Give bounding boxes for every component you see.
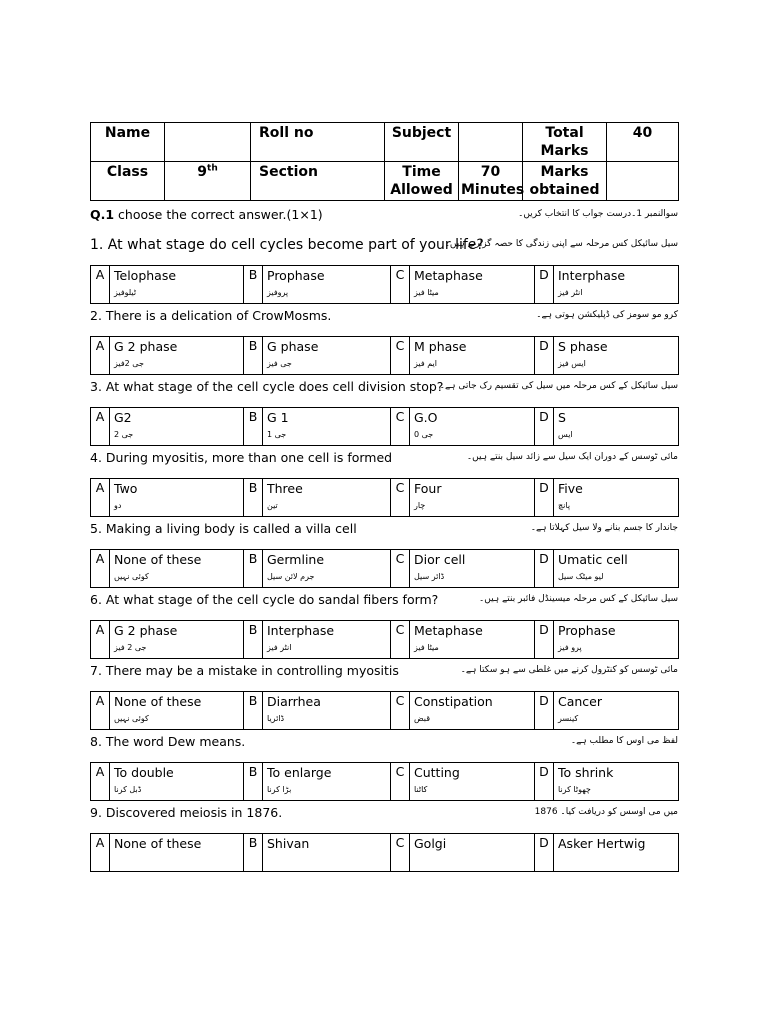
question-line — [90, 801, 678, 823]
question-line — [90, 446, 678, 468]
option-text: Metaphase — [414, 268, 483, 283]
option-letter: D — [535, 621, 554, 659]
option-letter: C — [391, 550, 410, 588]
question-text: 2. There is a delication of CrowMosms. — [90, 308, 332, 323]
option-c[interactable] — [410, 337, 535, 375]
exam-sheet — [90, 122, 678, 872]
question-block — [90, 375, 678, 446]
option-letter: B — [244, 763, 263, 801]
option-text-urdu: ڈائریا — [267, 714, 285, 723]
option-text: Interphase — [558, 268, 626, 283]
instruction-line — [90, 203, 678, 225]
question-text: 7. There may be a mistake in controlling myositis — [90, 663, 399, 678]
option-letter: B — [244, 550, 263, 588]
option-text: Shivan — [267, 836, 310, 851]
option-text: Cutting — [414, 765, 460, 780]
option-d[interactable] — [554, 834, 679, 872]
option-c[interactable] — [410, 479, 535, 517]
option-text: G.O — [414, 410, 438, 425]
option-b[interactable] — [263, 337, 391, 375]
option-text-urdu: جی فیز — [267, 359, 292, 368]
name-label: Name — [91, 123, 165, 162]
question-block — [90, 517, 678, 588]
option-d[interactable] — [554, 266, 679, 304]
rollno-label: Roll no — [251, 123, 385, 162]
option-text: S — [558, 410, 566, 425]
option-text: G 1 — [267, 410, 289, 425]
option-text: Umatic cell — [558, 552, 628, 567]
option-letter: A — [91, 834, 110, 872]
option-text: Golgi — [414, 836, 447, 851]
option-text-urdu: جرم لائن سیل — [267, 572, 315, 581]
marks-obtained-field[interactable] — [607, 162, 679, 201]
marks-obtained-label: Marks obtained — [523, 162, 607, 201]
option-text-urdu: پانچ — [558, 501, 571, 510]
subject-label: Subject — [385, 123, 459, 162]
question-block — [90, 730, 678, 801]
option-text-urdu: انٹر فیز — [267, 643, 292, 652]
options-table — [90, 478, 679, 517]
option-letter: B — [244, 692, 263, 730]
question-block — [90, 304, 678, 375]
question-text: 5. Making a living body is called a villa cell — [90, 521, 357, 536]
header-row-2 — [91, 162, 679, 201]
option-a[interactable] — [110, 621, 244, 659]
option-letter: B — [244, 621, 263, 659]
options-table — [90, 691, 679, 730]
option-text: None of these — [114, 836, 202, 851]
option-text: S phase — [558, 339, 608, 354]
question-text: 8. The word Dew means. — [90, 734, 246, 749]
option-text-urdu: جی 1 — [267, 430, 287, 439]
option-b[interactable] — [263, 621, 391, 659]
option-text-urdu: ٹیلوفیز — [114, 288, 137, 297]
option-text-urdu: دو — [114, 501, 122, 510]
option-letter: D — [535, 834, 554, 872]
option-letter: A — [91, 337, 110, 375]
question-block — [90, 446, 678, 517]
option-letter: D — [535, 692, 554, 730]
option-text: Germline — [267, 552, 325, 567]
option-text: To enlarge — [267, 765, 332, 780]
question-line — [90, 304, 678, 326]
option-text: Asker Hertwig — [558, 836, 646, 851]
option-text-urdu: چار — [414, 501, 426, 510]
question-text: 9. Discovered meiosis in 1876. — [90, 805, 283, 820]
option-text: To double — [114, 765, 174, 780]
option-d[interactable] — [554, 550, 679, 588]
options-table — [90, 762, 679, 801]
option-letter: B — [244, 337, 263, 375]
option-a[interactable] — [110, 834, 244, 872]
option-text: Three — [267, 481, 303, 496]
option-letter: D — [535, 550, 554, 588]
option-b[interactable] — [263, 834, 391, 872]
option-b[interactable] — [263, 763, 391, 801]
option-c[interactable] — [410, 834, 535, 872]
question-text-urdu: مائی ٹوسس کے دوران ایک سیل سے زائد سیل بنتے ہیں۔ — [466, 452, 678, 462]
option-text-urdu: ڈبل کرنا — [114, 785, 142, 794]
option-a[interactable] — [110, 550, 244, 588]
option-c[interactable] — [410, 408, 535, 446]
option-letter: C — [391, 763, 410, 801]
option-text-urdu: انٹر فیز — [558, 288, 583, 297]
option-text: G 2 phase — [114, 339, 178, 354]
option-letter: A — [91, 266, 110, 304]
option-text-urdu: تین — [267, 501, 278, 510]
question-block — [90, 588, 678, 659]
option-b[interactable] — [263, 550, 391, 588]
option-text: Cancer — [558, 694, 603, 709]
class-label: Class — [91, 162, 165, 201]
option-text-urdu: کوئی نہیں — [114, 714, 149, 723]
option-text: Two — [114, 481, 138, 496]
option-text-urdu: کینسر — [558, 714, 579, 723]
question-line — [90, 375, 678, 397]
option-letter: D — [535, 763, 554, 801]
option-text: Diarrhea — [267, 694, 321, 709]
option-a[interactable] — [110, 479, 244, 517]
option-text: Metaphase — [414, 623, 483, 638]
question-text: 1. At what stage do cell cycles become part of your life? — [90, 237, 484, 253]
option-text-urdu: ڈائر سیل — [414, 572, 445, 581]
question-text-urdu: میں می اوسس کو دریافت کیا۔ 1876 — [534, 807, 678, 817]
option-c[interactable] — [410, 763, 535, 801]
option-c[interactable] — [410, 550, 535, 588]
question-line — [90, 588, 678, 610]
question-text: 3. At what stage of the cell cycle does cell division stop? — [90, 379, 444, 394]
option-letter: D — [535, 408, 554, 446]
total-marks-label: Total Marks — [523, 123, 607, 162]
option-c[interactable] — [410, 266, 535, 304]
instruction-urdu: سوالنمبر 1۔درست جواب کا انتخاب کریں۔ — [518, 209, 678, 219]
total-marks-value: 40 — [607, 123, 679, 162]
option-a[interactable] — [110, 266, 244, 304]
option-text-urdu: ایس فیز — [558, 359, 586, 368]
option-a[interactable] — [110, 692, 244, 730]
question-text-urdu: لفظ می اوس کا مطلب ہے۔ — [570, 736, 678, 746]
option-text: Dior cell — [414, 552, 466, 567]
options-table — [90, 407, 679, 446]
options-table — [90, 620, 679, 659]
option-text-urdu: کاٹنا — [414, 785, 428, 794]
option-letter: A — [91, 479, 110, 517]
options-table — [90, 833, 679, 872]
option-d[interactable] — [554, 621, 679, 659]
question-line — [90, 659, 678, 681]
question-text-urdu: کرو مو سومز کی ڈپلیکشن ہوتی ہے۔ — [536, 310, 678, 320]
option-d[interactable] — [554, 408, 679, 446]
option-c[interactable] — [410, 692, 535, 730]
option-letter: D — [535, 479, 554, 517]
time-allowed-label: Time Allowed — [385, 162, 459, 201]
option-text-urdu: چھوٹا کرنا — [558, 785, 591, 794]
time-allowed-value: 70 Minutes — [459, 162, 523, 201]
option-text-urdu: میٹا فیز — [414, 288, 439, 297]
header-row-1 — [91, 123, 679, 162]
question-block — [90, 801, 678, 872]
option-letter: C — [391, 692, 410, 730]
option-text-urdu: کوئی نہیں — [114, 572, 149, 581]
option-text: G2 — [114, 410, 132, 425]
option-text-urdu: جی 2 — [114, 430, 134, 439]
option-text: G 2 phase — [114, 623, 178, 638]
option-letter: D — [535, 266, 554, 304]
option-text: G phase — [267, 339, 319, 354]
options-table — [90, 265, 679, 304]
option-letter: B — [244, 266, 263, 304]
option-d[interactable] — [554, 337, 679, 375]
option-letter: A — [91, 621, 110, 659]
instruction-text: Q.1 choose the correct answer.(1×1) — [90, 207, 323, 222]
section-label: Section — [251, 162, 385, 201]
option-text: Interphase — [267, 623, 335, 638]
option-text-urdu: جی 2 فیز — [114, 643, 147, 652]
option-text-urdu: پروفیز — [267, 288, 289, 297]
option-letter: A — [91, 692, 110, 730]
option-b[interactable] — [263, 266, 391, 304]
option-letter: B — [244, 834, 263, 872]
option-letter: C — [391, 834, 410, 872]
option-letter: C — [391, 621, 410, 659]
option-text: Prophase — [267, 268, 325, 283]
option-letter: B — [244, 408, 263, 446]
option-b[interactable] — [263, 479, 391, 517]
question-text: 4. During myositis, more than one cell is formed — [90, 450, 393, 465]
option-text: Prophase — [558, 623, 616, 638]
option-d[interactable] — [554, 763, 679, 801]
option-letter: A — [91, 763, 110, 801]
question-text-urdu: مائی ٹوسس کو کنٹرول کرنے میں غلطی سے ہو سکتا ہے۔ — [460, 665, 678, 675]
option-text: None of these — [114, 694, 202, 709]
question-line — [90, 517, 678, 539]
option-text-urdu: بڑا کرنا — [267, 785, 292, 794]
question-block — [90, 659, 678, 730]
option-letter: C — [391, 479, 410, 517]
question-text-urdu: سیل سائیکل کس مرحلہ سے اپنی زندگی کا حصہ گزارتے ہیں۔ — [444, 239, 678, 249]
class-value: 9th — [165, 162, 251, 201]
question-list — [90, 233, 678, 872]
option-text: Five — [558, 481, 583, 496]
question-line — [90, 730, 678, 752]
option-text-urdu: میٹا فیز — [414, 643, 439, 652]
question-text-urdu: سیل سائیکل کے کس مرحلہ میں سیل کی تقسیم رک جاتی ہے۔ — [439, 381, 678, 391]
option-a[interactable] — [110, 408, 244, 446]
option-text-urdu: لیو میٹک سیل — [558, 572, 604, 581]
option-letter: D — [535, 337, 554, 375]
option-a[interactable] — [110, 337, 244, 375]
option-d[interactable] — [554, 479, 679, 517]
question-text: 6. At what stage of the cell cycle do sandal fibers form? — [90, 592, 439, 607]
option-letter: C — [391, 337, 410, 375]
option-letter: A — [91, 550, 110, 588]
option-letter: A — [91, 408, 110, 446]
option-text-urdu: ایم فیز — [414, 359, 437, 368]
name-field[interactable] — [165, 123, 251, 162]
option-text: Constipation — [414, 694, 493, 709]
question-line — [90, 233, 678, 255]
question-text-urdu: سیل سائیکل کے کس مرحلہ میسینڈل فائبر بنتے ہیں۔ — [479, 594, 678, 604]
option-text-urdu: جی 0 — [414, 430, 434, 439]
option-text: M phase — [414, 339, 467, 354]
option-text-urdu: جی 2فیز — [114, 359, 144, 368]
option-a[interactable] — [110, 763, 244, 801]
header-table — [90, 122, 679, 201]
option-text: Telophase — [114, 268, 177, 283]
subject-field[interactable] — [459, 123, 523, 162]
option-text-urdu: ایس — [558, 430, 573, 439]
option-b[interactable] — [263, 408, 391, 446]
options-table — [90, 336, 679, 375]
option-d[interactable] — [554, 692, 679, 730]
option-c[interactable] — [410, 621, 535, 659]
option-letter: B — [244, 479, 263, 517]
option-text: Four — [414, 481, 442, 496]
option-text-urdu: پرو فیز — [558, 643, 582, 652]
option-letter: C — [391, 266, 410, 304]
option-b[interactable] — [263, 692, 391, 730]
question-text-urdu: جاندار کا جسم بنانے ولا سیل کہلاتا ہے۔ — [530, 523, 678, 533]
option-text: To shrink — [558, 765, 614, 780]
option-text-urdu: قبض — [414, 714, 431, 723]
options-table — [90, 549, 679, 588]
option-text: None of these — [114, 552, 202, 567]
option-letter: C — [391, 408, 410, 446]
question-block — [90, 233, 678, 304]
